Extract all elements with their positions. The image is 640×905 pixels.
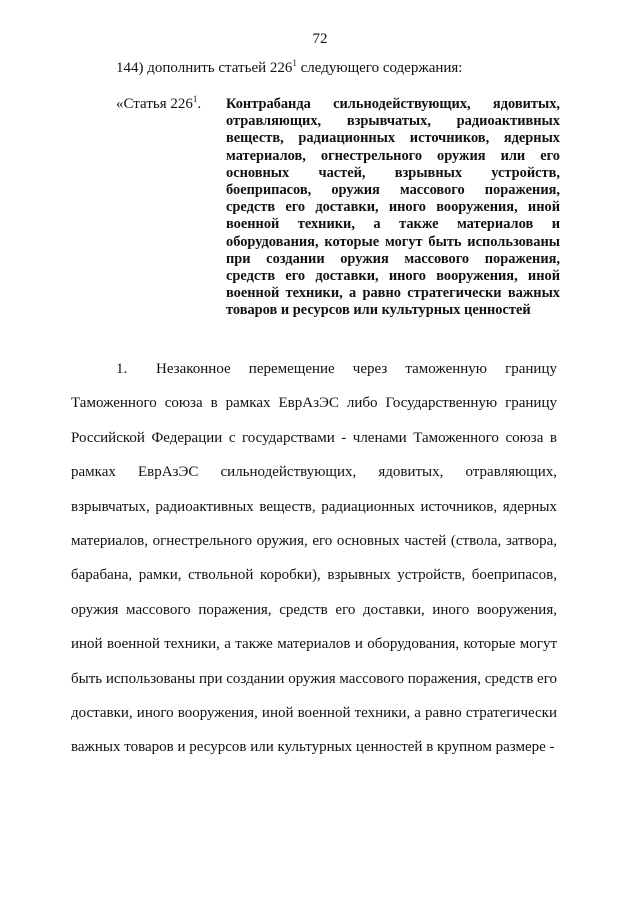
paragraph-text: Незаконное перемещение через таможенную границу Таможенного союза в рамках ЕврАзЭС либо Государственную границу Российской Федерации с государствами - членами Таможенного союза в рамках ЕврАзЭС сильнодействующих, ядовитых, отравляющих, взрывчатых, радиоактивных веществ, радиационных источников, ядерных материалов, огнестрельного оружия, его основных частей (ствола, затвора, барабана, рамки, ствольной коробки), взрывных устройств, боеприпасов, оружия массового поражения, средств его доставки, иного вооружения, иной военной техники, а также материалов и оборудования, которые могут быть использованы при создании оружия массового поражения, средств его доставки, иного вооружения, иной военной техники, а равно стратегически важных товаров и ресурсов или культурных ценностей в крупном размере - [71,361,557,756]
paragraph-1 [71,352,557,765]
intro-suffix: следующего содержания: [296,60,463,76]
paragraph-number: 1. [116,361,128,377]
intro-line [116,60,462,77]
intro-prefix: 144) дополнить статьей 226 [116,60,293,76]
article-label-suffix: . [197,96,202,112]
article-title: Контрабанда сильнодействующих, ядовитых, отравляющих, взрывчатых, радиоактивных веществ, радиационных источников, ядерных материалов, огнестрельного оружия или его основных частей, взрывных устройств, боеприпасов, оружия массового поражения, средств его доставки, иного вооружения, иной военной техники, а также материалов и оборудования, которые могут быть использованы при создании оружия массового поражения, средств его доставки, иного вооружения, иной военной техники, а равно стратегически важных товаров и ресурсов или культурных ценностей [226,96,560,319]
article-label-prefix: «Статья 226 [116,96,193,112]
article-label [116,96,201,113]
article-label-superscript: 1 [192,94,198,104]
intro-superscript: 1 [292,58,297,68]
page-number: 72 [312,31,328,47]
